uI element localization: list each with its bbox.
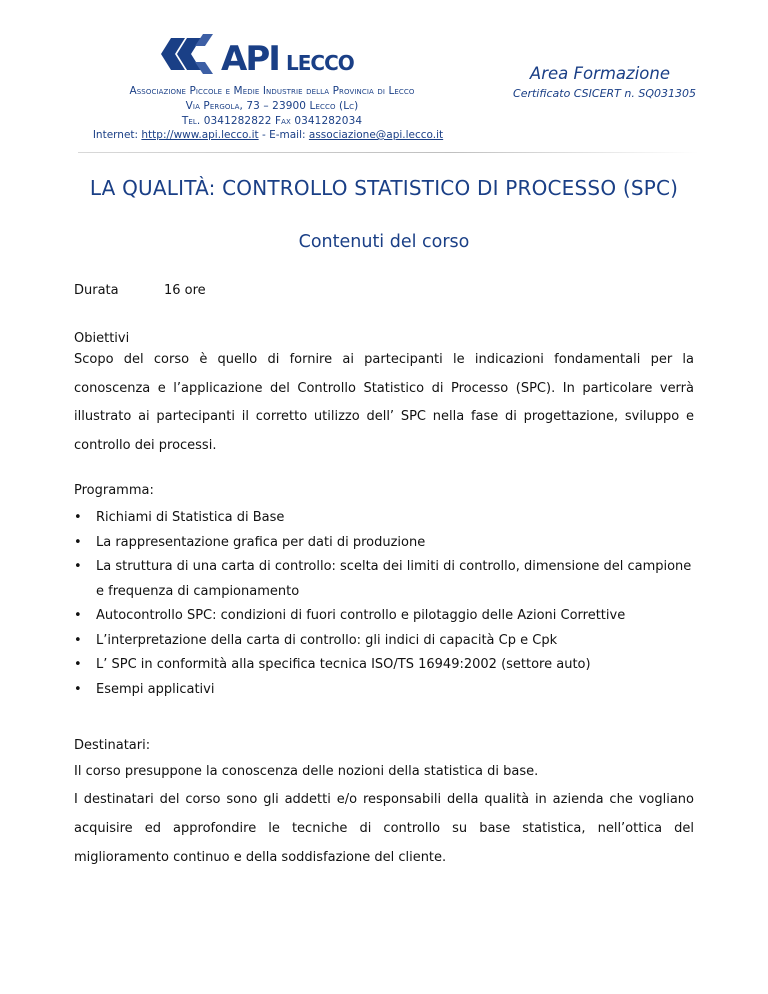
api-lecco-logo — [155, 28, 355, 80]
association-address — [72, 84, 472, 129]
programma-item: • Autocontrollo SPC: condizioni di fuori controllo e pilotaggio delle Azioni Correttive — [74, 604, 694, 629]
durata-label: Durata — [74, 283, 119, 298]
course-subtitle: Contenuti del corso — [298, 232, 470, 252]
programma-item: • Esempi applicativi — [74, 678, 694, 703]
svg-text:LECCO: LECCO — [286, 51, 354, 75]
obiettivi-text: Scopo del corso è quello di fornire ai partecipanti le indicazioni fondamentali per la conoscenza e l’applicazione del Controllo Statistico di Processo (SPC). In particolare verrà illustrato ai partecipanti il corretto utilizzo dell’ SPC nella fase di progettazione, sviluppo e controllo dei processi. — [74, 352, 694, 453]
certificate-number: Certificato CSICERT n. SQ031305 — [513, 87, 696, 100]
durata-value: 16 ore — [164, 283, 206, 298]
destinatari-text-2: I destinatari del corso sono gli addetti e/o responsabili della qualità in azienda che vogliano acquisire ed approfondire le tecniche di controllo su base statistica, nell’ottica del miglioramento continuo e della soddisfazione del cliente. — [74, 792, 694, 865]
area-formazione: Area Formazione — [529, 64, 670, 83]
association-name: Associazione Piccole e Medie Industrie della Provincia di Lecco — [129, 85, 415, 97]
destinatari-heading: Destinatari: — [74, 738, 151, 753]
programma-list — [74, 506, 694, 702]
course-title: LA QUALITÀ: CONTROLLO STATISTICO DI PROCESSO (SPC) — [89, 176, 679, 200]
programma-item: • La struttura di una carta di controllo: scelta dei limiti di controllo, dimensione del campione e frequenza di campionamento — [74, 555, 694, 604]
website-link[interactable]: http://www.api.lecco.it — [141, 129, 259, 141]
programma-item: • L’ SPC in conformità alla specifica tecnica ISO/TS 16949:2002 (settore auto) — [74, 653, 694, 678]
contact-line — [58, 129, 478, 141]
association-phone: Tel. 0341282822 Fax 0341282034 — [181, 115, 363, 127]
svg-text:API: API — [221, 39, 279, 79]
obiettivi-heading: Obiettivi — [74, 331, 130, 346]
header-divider — [78, 152, 698, 153]
association-street: Via Pergola, 73 – 23900 Lecco (Lc) — [185, 100, 359, 112]
programma-item: • La rappresentazione grafica per dati di produzione — [74, 531, 694, 556]
email-label: - E-mail: — [261, 129, 306, 141]
destinatari-text-1: Il corso presuppone la conoscenza delle nozioni della statistica di base. — [74, 764, 539, 779]
internet-label: Internet: — [92, 129, 139, 141]
programma-item: • Richiami di Statistica di Base — [74, 506, 694, 531]
programma-item: • L’interpretazione della carta di controllo: gli indici di capacità Cp e Cpk — [74, 629, 694, 654]
programma-heading: Programma: — [74, 483, 154, 498]
email-link[interactable]: associazione@api.lecco.it — [308, 129, 444, 141]
